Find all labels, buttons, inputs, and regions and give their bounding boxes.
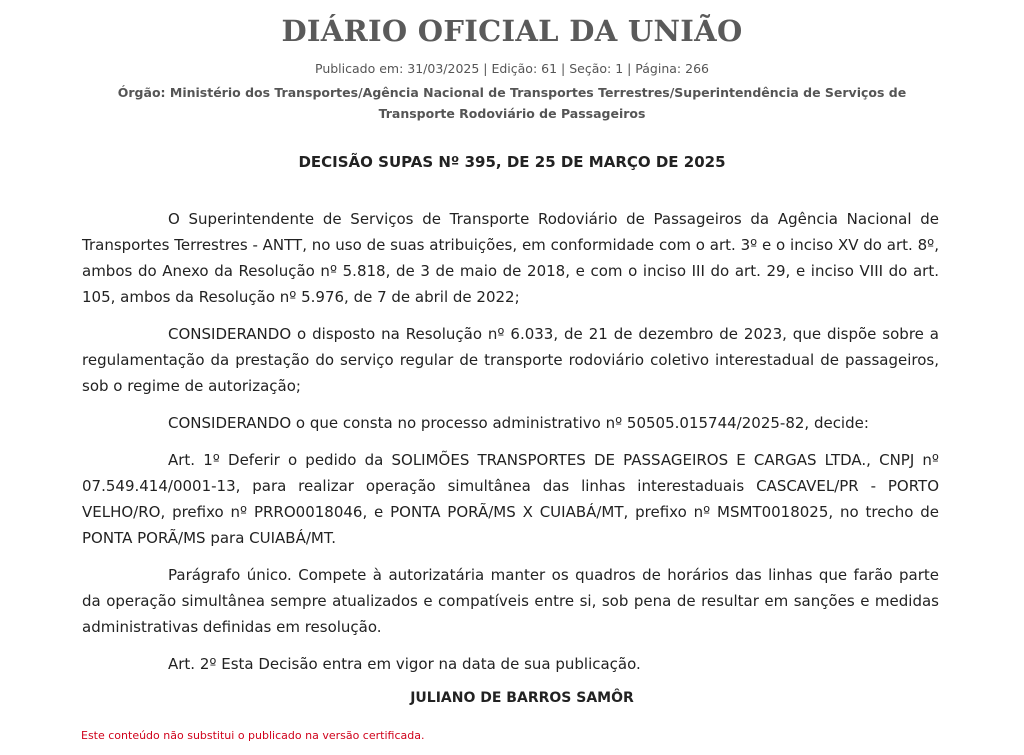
act-title: DECISÃO SUPAS Nº 395, DE 25 DE MARÇO DE 2025 — [298, 153, 726, 171]
masthead-title: DIÁRIO OFICIAL DA UNIÃO — [281, 14, 743, 48]
publication-info: Publicado em: 31/03/2025 | Edição: 61 | Seção: 1 | Página: 266 — [315, 61, 709, 76]
paragraph-paragrafo-unico: Parágrafo único. Compete à autorizatária manter os quadros de horários das linhas que farão parte da operação simultânea sempre atualizados e compatíveis entre si, sob pena de resultar em sanções e medidas administrativas definidas em resolução. — [82, 566, 939, 636]
orgao-line: Órgão: Ministério dos Transportes/Agência Nacional de Transportes Terrestres/Superintendência de Serviços de Transporte Rodoviário de Passageiros — [117, 85, 907, 121]
certified-version-disclaimer: Este conteúdo não substitui o publicado na versão certificada. — [81, 729, 425, 742]
act-body — [82, 206, 939, 688]
paragraph-preamble: O Superintendente de Serviços de Transporte Rodoviário de Passageiros da Agência Nacional de Transportes Terrestres - ANTT, no uso de suas atribuições, em conformidade com o art. 3º e o inciso XV do art. 8º, ambos do Anexo da Resolução nº 5.818, de 3 de maio de 2018, e com o inciso III do art. 29, e inciso VIII do art. 105, ambos da Resolução nº 5.976, de 7 de abril de 2022; — [82, 210, 939, 306]
paragraph-art-2: Art. 2º Esta Decisão entra em vigor na data de sua publicação. — [168, 655, 641, 673]
paragraph-considerando-2: CONSIDERANDO o que consta no processo administrativo nº 50505.015744/2025-82, decide: — [168, 414, 869, 432]
paragraph-considerando-1: CONSIDERANDO o disposto na Resolução nº 6.033, de 21 de dezembro de 2023, que dispõe sobre a regulamentação da prestação do serviço regular de transporte rodoviário coletivo interestadual de passageiros, sob o regime de autorização; — [82, 325, 939, 395]
signature-name: JULIANO DE BARROS SAMÔR — [410, 690, 634, 706]
paragraph-art-1: Art. 1º Deferir o pedido da SOLIMÕES TRANSPORTES DE PASSAGEIROS E CARGAS LTDA., CNPJ nº 07.549.414/0001-13, para realizar operação simultânea das linhas interestaduais CASCAVEL/PR - PORTO VELHO/RO, prefixo nº PRRO0018046, e PONTA PORÃ/MS X CUIABÁ/MT, prefixo nº MSMT0018025, no trecho de PONTA PORÃ/MS para CUIABÁ/MT. — [82, 451, 939, 547]
